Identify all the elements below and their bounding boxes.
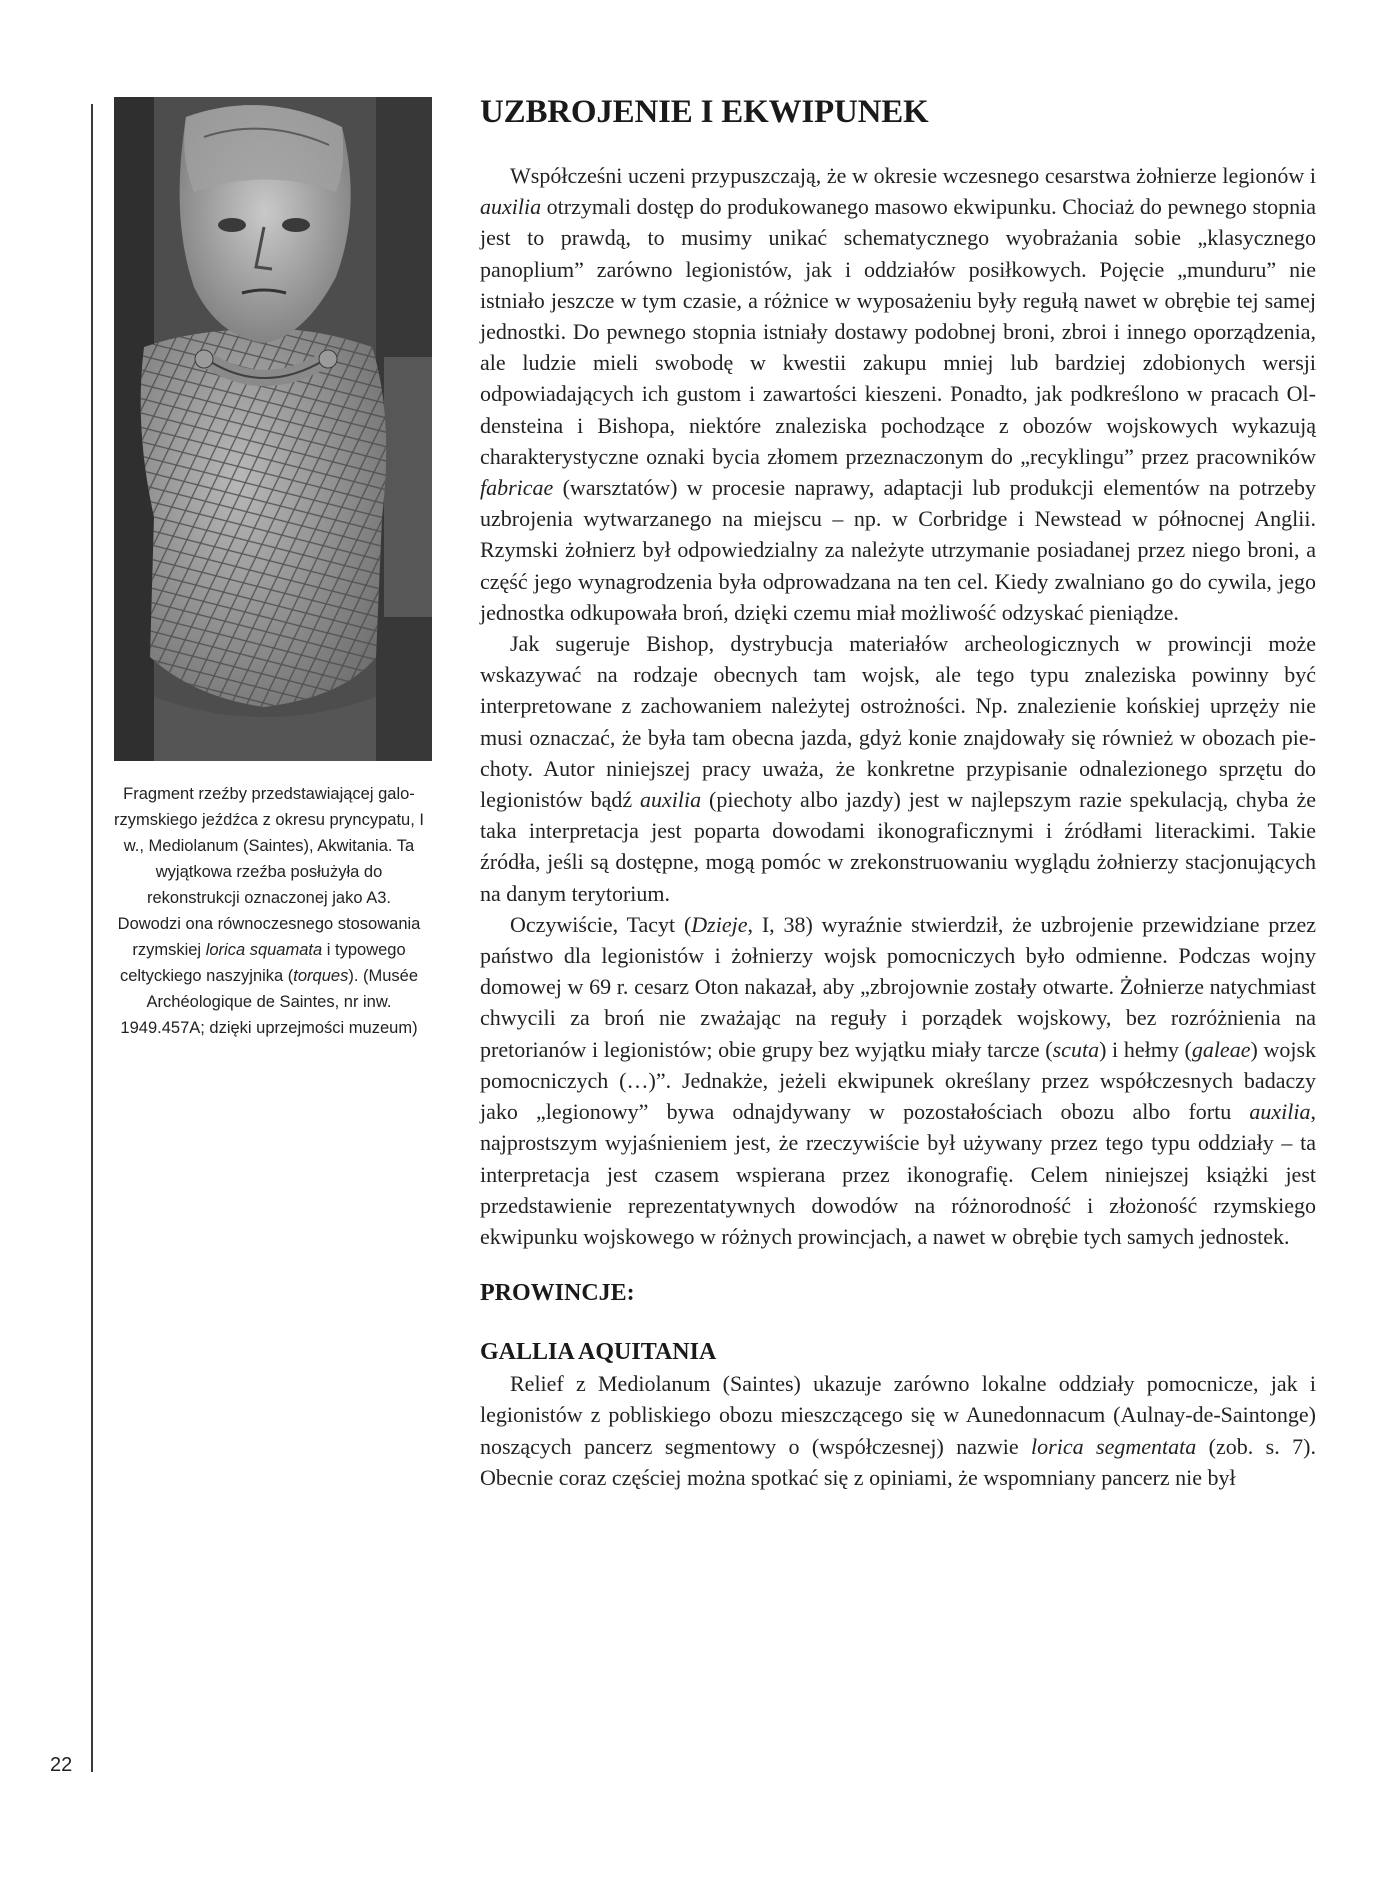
- italic-term: galeae: [1191, 1036, 1251, 1062]
- margin-rule: [91, 104, 93, 1772]
- paragraph-text: ) i hełmy (: [1099, 1036, 1192, 1062]
- italic-term: Dzieje: [691, 911, 748, 937]
- italic-term: auxilia: [640, 787, 702, 813]
- photo-caption: [114, 781, 424, 1041]
- italic-term: auxilia: [480, 194, 542, 220]
- caption-italic-term: torques: [293, 967, 349, 985]
- paragraph: [480, 628, 1316, 909]
- paragraph-text: Oczywiście, Tacyt (: [510, 911, 692, 937]
- sculpture-illustration: [114, 97, 432, 761]
- paragraph: [480, 909, 1316, 1252]
- paragraph: [480, 1368, 1316, 1493]
- section-heading-provinces: PROWINCJE:: [480, 1280, 635, 1307]
- paragraph-text: ) wojsk pomocniczych (…)”. Jednakże, jeżeli ekwipunek określany przez współczesnych badaczy jako „legionowy” bywa odnajdywany w pozostałościach obozu albo fortu: [480, 1036, 1317, 1125]
- paragraph-text: , I, 38) wyraźnie stwierdził, że uzbrojenie przewidziane przez państwo dla legionistów i żołnierzy wojsk pomocniczych było odmienne. Podczas wojny domowej w 69 r. cesarz Oton nakazał, aby „zbrojownie zostały otwarte. Żołnierze natychmiast chwycili za broń nie zważając na reguły i porządek wojskowy, bez rozróżnienia na pretorianów i legionistów; obie grupy bez wyjątku miały tarcze (: [480, 911, 1316, 1062]
- section-heading-gallia-aquitania: GALLIA AQUITANIA: [480, 1339, 717, 1366]
- italic-term: scuta: [1052, 1036, 1100, 1062]
- caption-italic-term: lorica squamata: [205, 941, 323, 959]
- caption-text: ). (Musée Archéologique de Saintes, nr inw. 1949.457A; dzięki uprzejmości muzeum): [120, 967, 419, 1037]
- paragraph-text: otrzymali dostęp do produkowanego masowo ekwipunku. Chociaż do pewnego stopnia jest to prawdą, to musimy unikać schematycznego wyobrażania sobie „klasycznego panoplium” zarówno legionistów, jak i oddziałów posiłkowych. Pojęcie „munduru” nie istniało jeszcze w tym czasie, a różnice w wyposażeniu były regułą nawet w obrębie tej samej jednostki. Do pewnego stopnia istniały dostawy podobnej broni, zbroi i innego oporządzenia, ale ludzie mieli swobodę w kwestii zakupu mniej lub bardziej zdobionych wersji odpowiadających ich gustom i zawartości kieszeni. Ponadto, jak podkreślono w pracach Oldensteina i Bishopa, niektóre znaleziska pochodzące z obozów wojskowych wykazują charakterystyczne oznaki bycia złomem przeznaczonym do „recyklingu” przez pracowników: [480, 194, 1316, 469]
- italic-term: auxilia: [1249, 1099, 1311, 1125]
- paragraph-text: , najprostszym wyjaśnieniem jest, że rzeczywiście był używany przez tego typu oddziały – ta interpretacja jest czasem wspierana przez ikonografię. Celem niniejszej książki jest przedstawienie reprezentatywnych dowodów na różnorodność i złożoność rzymskiego ekwipunku wojskowego w różnych prowincjach, a nawet w obrębie tych samych jednostek.: [480, 1099, 1316, 1249]
- paragraph: [480, 160, 1316, 628]
- paragraph-text: Relief z Mediolanum (Saintes) ukazuje zarówno lokalne oddziały pomocnicze, jak i legionistów z pobliskiego obozu mieszczącego się w Aunedonnacum (Aulnay-de-Saintonge) noszących pancerz segmentowy o (współczesnej) nazwie: [480, 1371, 1316, 1459]
- page-number: 22: [50, 1754, 73, 1776]
- caption-text: Fragment rzeźby przedstawiającej galo-rzymskiego jeźdźca z okresu pryncypatu, I w., Mediolanum (Saintes), Akwitania. Ta wyjątkowa rzeźba posłużyła do rekonstrukcji oznaczonej jako A3. Dowodzi ona równoczesnego stosowania rzymskiej: [114, 785, 424, 959]
- italic-term: lorica segmentata: [1031, 1433, 1197, 1459]
- paragraph-text: (zob. s. 7). Obecnie coraz częściej można spotkać się z opiniami, że wspomniany pancerz nie był: [480, 1433, 1316, 1490]
- chapter-title: UZBROJENIE I EKWIPUNEK: [480, 94, 929, 130]
- italic-term: fabricae: [480, 475, 554, 501]
- paragraph-text: (piechoty albo jazdy) jest w najlepszym razie spekulacją, chyba że taka interpretacja jest poparta dowodami ikonograficznymi i źródłami literackimi. Takie źródła, jeśli są dostępne, mogą pomóc w zrekonstruowaniu wyglądu żołnierzy stacjonujących na danym terytorium.: [480, 787, 1316, 906]
- paragraph-text: Jak sugeruje Bishop, dystrybucja materiałów archeologicznych w prowincji może wskazywać na rodzaje obecnych tam wojsk, ale tego typu znaleziska powinny być interpretowane z zachowaniem należytej ostrożności. Np. znalezienie końskiej uprzęży nie musi oznaczać, że była tam obecna jazda, gdyż konie znajdowały się również w obozach piechoty. Autor niniejszej pracy uważa, że konkretne przypisanie odnalezionego sprzętu do legionistów bądź: [480, 631, 1316, 813]
- caption-text: i typowego celtyckiego naszyjnika (: [119, 941, 406, 985]
- body-text: [480, 160, 1316, 1493]
- paragraph-text: (warsztatów) w procesie naprawy, adaptacji lub produkcji elementów na potrzeby uzbrojenia wytwarzanego na miejscu – np. w Corbridge i Newstead w północnej Anglii. Rzymski żołnierz był odpowiedzialny za należyte utrzymanie posiadanej przez niego broni, a część jego wynagrodzenia była odprowadzana na ten cel. Kiedy zwalniano go do cywila, jego jednostka odkupowała broń, dzięki czemu miał możliwość odzyskać pieniądze.: [480, 475, 1316, 625]
- sculpture-photo: [114, 97, 432, 761]
- paragraph-text: Współcześni uczeni przypuszczają, że w okresie wczesnego cesarstwa żołnierze legionów i: [510, 163, 1316, 188]
